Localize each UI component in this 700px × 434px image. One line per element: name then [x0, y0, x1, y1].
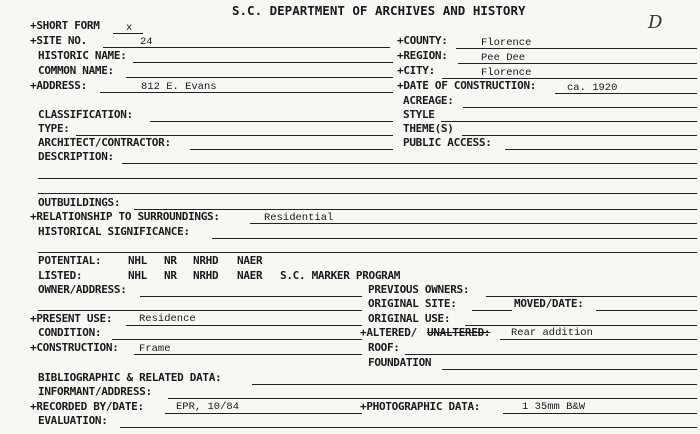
city-value: Florence — [481, 67, 532, 79]
original-use-line — [465, 325, 697, 326]
date-construction-value: ca. 1920 — [567, 82, 618, 94]
historic-name-label: HISTORIC NAME: — [38, 49, 127, 62]
moved-date-label: MOVED/DATE: — [514, 297, 584, 310]
acreage-label: ACREAGE: — [403, 94, 454, 107]
moved-date-line — [596, 310, 697, 311]
construction-label: +CONSTRUCTION: — [30, 341, 119, 354]
unaltered-label: UNALTERED: — [427, 326, 491, 339]
style-line — [441, 121, 697, 122]
construction-line — [134, 354, 362, 355]
potential-nhl: NHL — [128, 254, 147, 267]
listed-label: LISTED: — [38, 269, 83, 282]
owner-address-line — [140, 296, 362, 297]
relationship-label: +RELATIONSHIP TO SURROUNDINGS: — [30, 210, 220, 223]
present-use-line — [126, 325, 362, 326]
public-access-label: PUBLIC ACCESS: — [403, 136, 492, 149]
listed-nrhd: NRHD — [193, 269, 219, 282]
public-access-line — [505, 149, 697, 150]
condition-label: CONDITION: — [38, 326, 102, 339]
photographic-value: 1 35mm B&W — [522, 401, 586, 413]
altered-line — [500, 339, 697, 340]
description-line-2 — [38, 178, 697, 179]
altered-value: Rear addition — [511, 327, 593, 339]
acreage-line — [463, 107, 697, 108]
corner-mark: D — [648, 12, 663, 33]
architect-line — [190, 149, 393, 150]
informant-line — [168, 398, 697, 399]
potential-nr: NR — [164, 254, 177, 267]
site-no-line — [103, 47, 390, 48]
construction-value: Frame — [139, 343, 171, 355]
historical-significance-label: HISTORICAL SIGNIFICANCE: — [38, 225, 190, 238]
type-label: TYPE: — [38, 122, 70, 135]
foundation-label: FOUNDATION — [368, 356, 432, 369]
listed-naer: NAER — [237, 269, 263, 282]
county-value: Florence — [481, 37, 532, 49]
outbuildings-label: OUTBUILDINGS: — [38, 196, 121, 209]
present-use-value: Residence — [139, 313, 196, 325]
description-label: DESCRIPTION: — [38, 150, 114, 163]
original-use-label: ORIGINAL USE: — [368, 312, 451, 325]
short-form-line — [113, 33, 143, 34]
region-value: Pee Dee — [481, 52, 526, 64]
site-no-value: 24 — [140, 36, 153, 48]
style-label: STYLE — [403, 108, 435, 121]
themes-line — [462, 135, 697, 136]
description-line-1 — [122, 163, 697, 164]
listed-nhl: NHL — [128, 269, 147, 282]
original-site-label: ORIGINAL SITE: — [368, 297, 457, 310]
evaluation-line — [120, 427, 697, 428]
address-label: +ADDRESS: — [30, 79, 87, 92]
city-label: +CITY: — [397, 64, 435, 77]
photographic-line — [503, 413, 697, 414]
original-site-line — [472, 310, 512, 311]
present-use-label: +PRESENT USE: — [30, 312, 113, 325]
previous-owners-label: PREVIOUS OWNERS: — [368, 283, 470, 296]
architect-label: ARCHITECT/CONTRACTOR: — [38, 136, 171, 149]
common-name-line — [126, 77, 393, 78]
historic-name-line — [133, 62, 393, 63]
address-line — [100, 92, 393, 93]
roof-line — [405, 354, 697, 355]
foundation-line — [442, 369, 697, 370]
recorded-by-label: +RECORDED BY/DATE: — [30, 400, 144, 413]
bibliographic-line — [252, 384, 697, 385]
historical-significance-line-2 — [38, 252, 697, 253]
county-line — [456, 48, 697, 49]
relationship-line — [250, 223, 697, 224]
listed-nr: NR — [164, 269, 177, 282]
site-no-label: +SITE NO. — [30, 34, 87, 47]
informant-label: INFORMANT/ADDRESS: — [38, 385, 152, 398]
region-label: +REGION: — [397, 49, 448, 62]
recorded-by-value: EPR, 10/84 — [176, 401, 240, 413]
owner-address-label: OWNER/ADDRESS: — [38, 283, 127, 296]
form-title: S.C. DEPARTMENT OF ARCHIVES AND HISTORY — [232, 3, 526, 18]
classification-line — [150, 121, 393, 122]
relationship-value: Residential — [264, 212, 334, 224]
evaluation-label: EVALUATION: — [38, 414, 108, 427]
date-construction-label: +DATE OF CONSTRUCTION: — [397, 79, 537, 92]
date-construction-line — [555, 93, 697, 94]
potential-label: POTENTIAL: — [38, 254, 102, 267]
region-line — [458, 63, 697, 64]
potential-nrhd: NRHD — [193, 254, 219, 267]
address-value: 812 E. Evans — [141, 81, 217, 93]
themes-label: THEME(S) — [403, 122, 454, 135]
roof-label: ROOF: — [368, 341, 400, 354]
description-line-3 — [38, 193, 697, 194]
sc-marker-label: S.C. MARKER PROGRAM — [280, 269, 401, 282]
historical-significance-line-1 — [212, 238, 697, 239]
photographic-label: +PHOTOGRAPHIC DATA: — [360, 400, 481, 413]
county-label: +COUNTY: — [397, 34, 448, 47]
altered-label: +ALTERED/ — [360, 326, 417, 339]
owner-address-line-2 — [38, 310, 362, 311]
common-name-label: COMMON NAME: — [38, 64, 114, 77]
condition-line — [112, 339, 362, 340]
recorded-by-line — [165, 413, 362, 414]
bibliographic-label: BIBLIOGRAPHIC & RELATED DATA: — [38, 371, 222, 384]
short-form-label: +SHORT FORM — [30, 19, 100, 32]
short-form-value: x — [126, 22, 133, 34]
classification-label: CLASSIFICATION: — [38, 108, 133, 121]
potential-naer: NAER — [237, 254, 263, 267]
